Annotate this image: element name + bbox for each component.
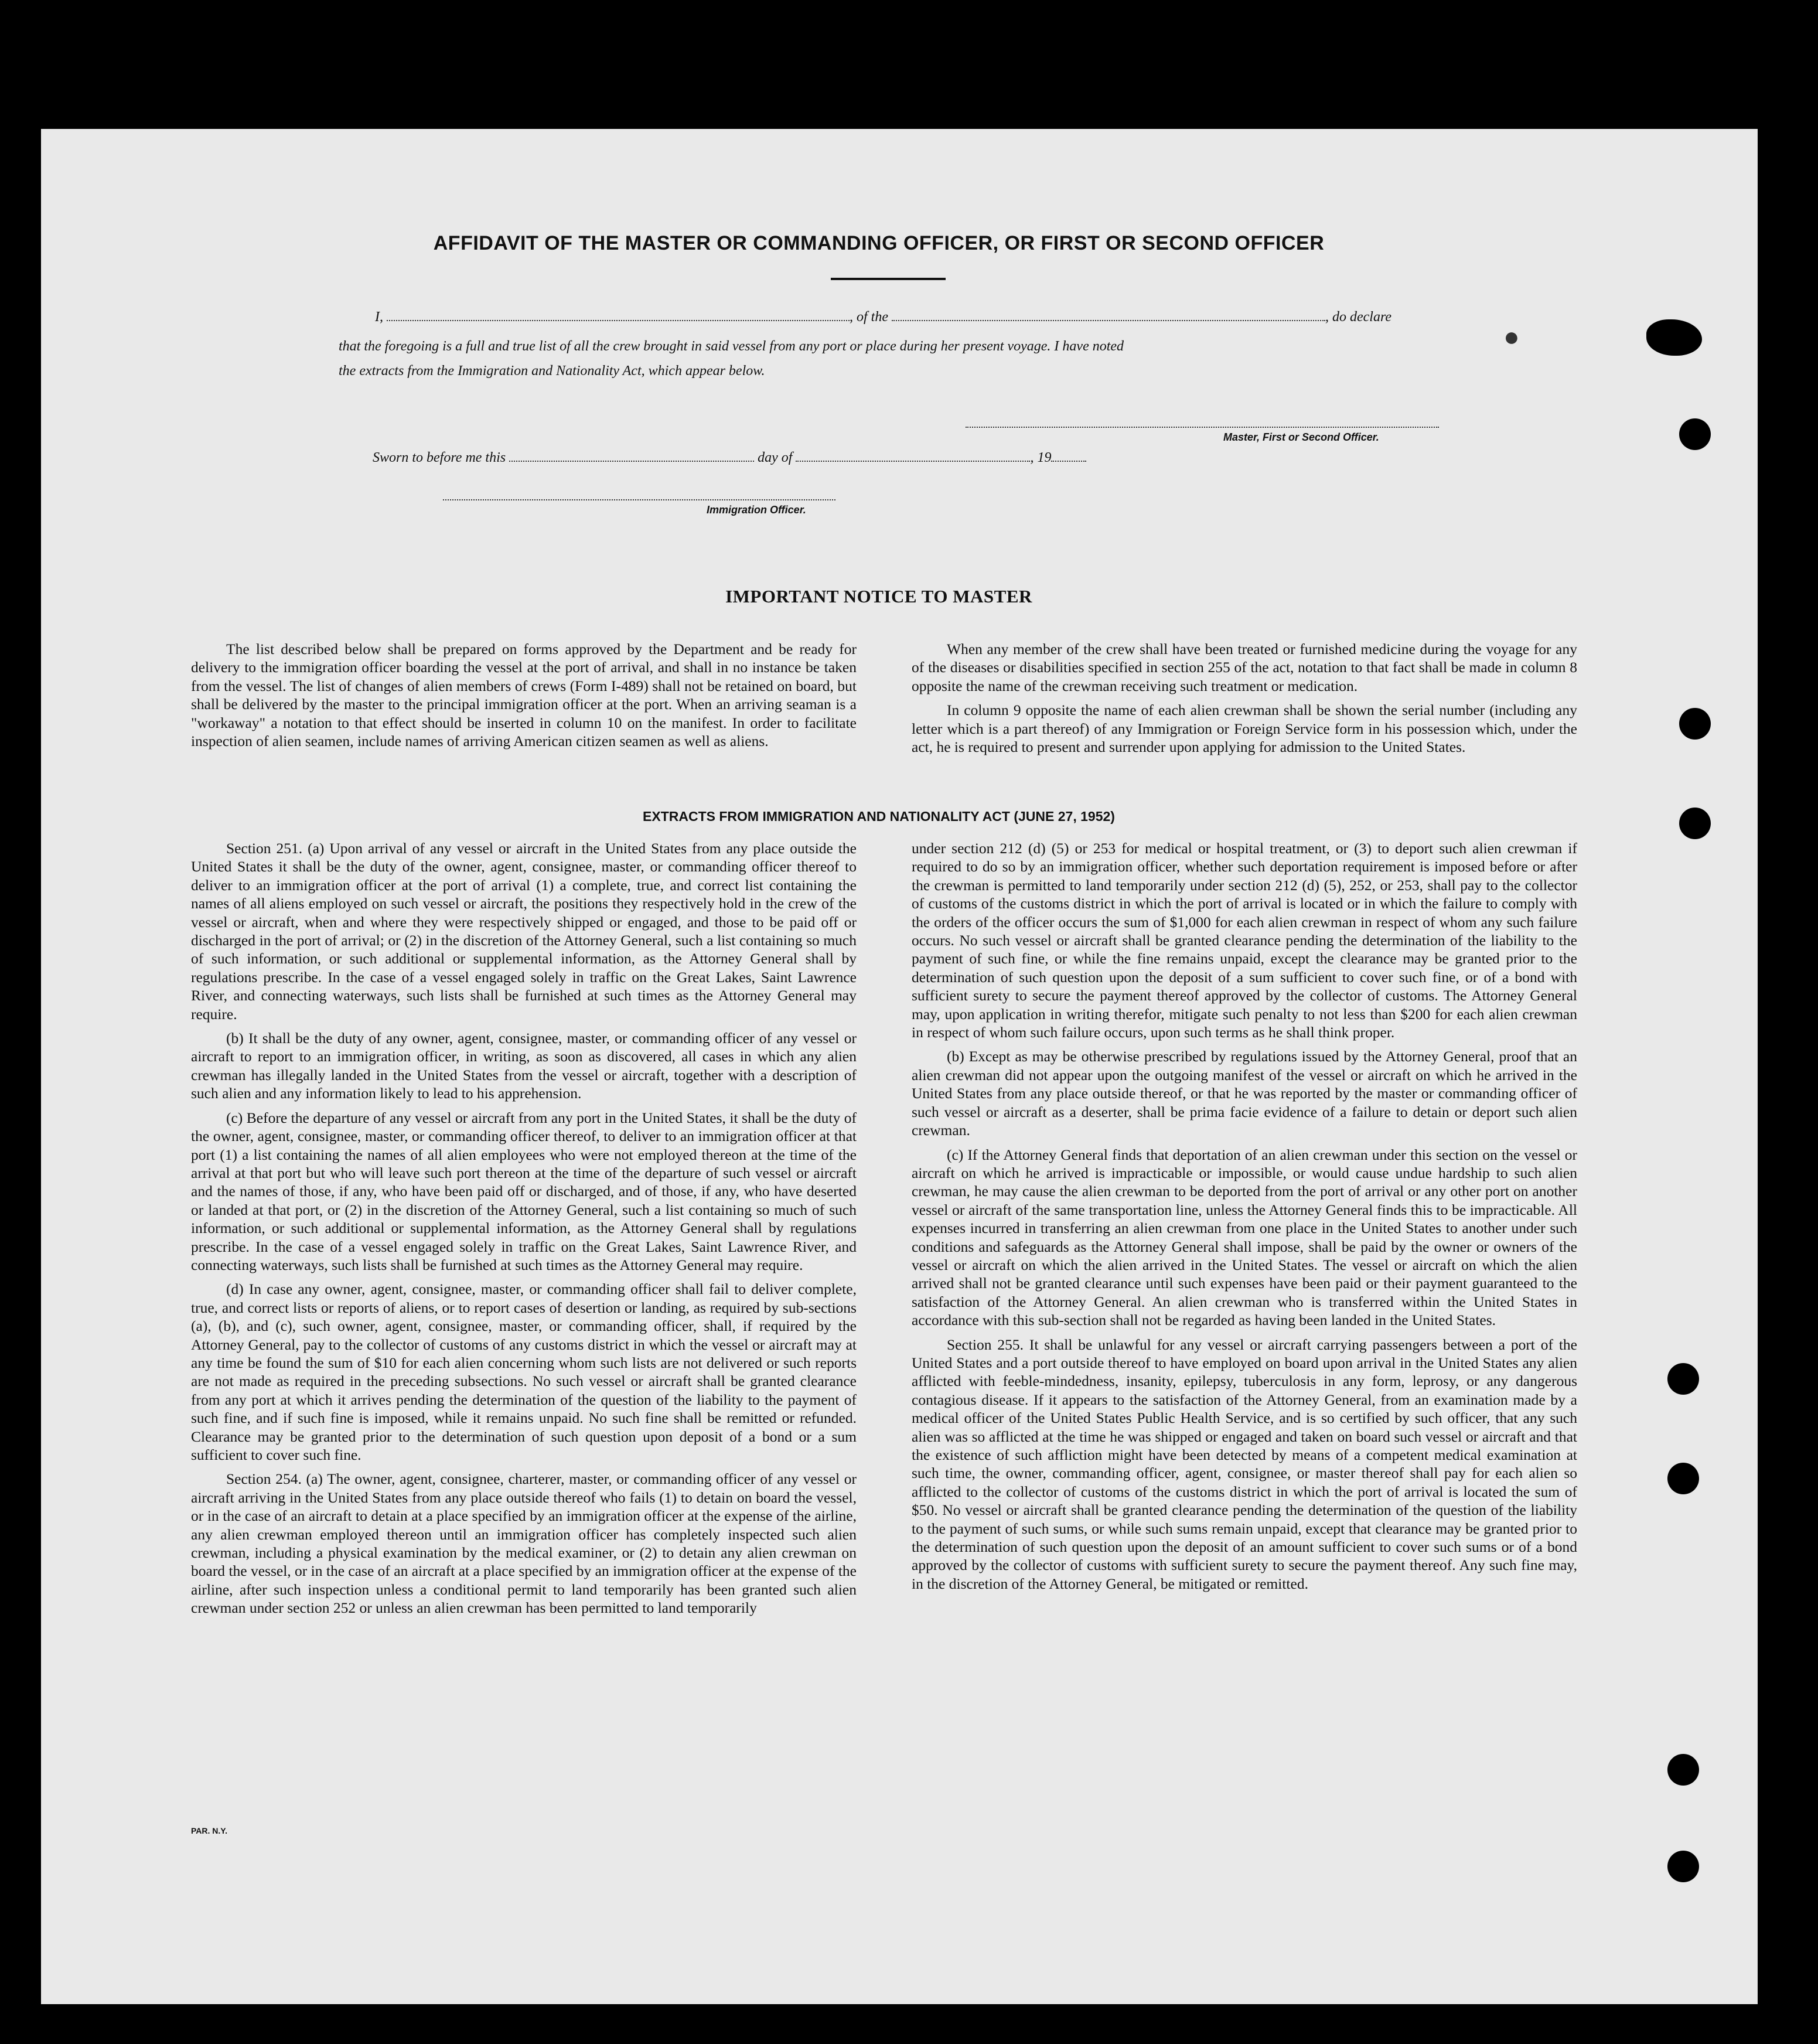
- declaration-line-3: the extracts from the Immigration and Nationality Act, which appear below.: [339, 363, 765, 379]
- extracts-right-column: [912, 839, 1577, 1599]
- declaration-of-the: , of the: [850, 309, 888, 325]
- name-blank: [387, 316, 850, 321]
- punch-hole: [1667, 1363, 1699, 1395]
- section-254-a-continued: under section 212 (d) (5) or 253 for medical or hospital treatment, or (3) to deport such alien crewman if required to do so by an immigration officer, whether such deportation requirement is imposed before or after the crewman is permitted to land temporarily under section 212 (d) (5), 252, or 253, shall pay to the collector of customs of the customs district in which the port of arrival is located or in which the failure to comply with the orders of the officer occurs the sum of $1,000 for each alien crewman in respect of whom any such failure occurs. No such vessel or aircraft shall be granted clearance pending the determination of the liability to the payment of such fine, or while the fine remains unpaid, except the clearance may be granted prior to the determination of such question upon the deposit of a sum sufficient to cover such fine, or of a bond with sufficient surety to secure the payment thereof approved by the collector of customs. The Attorney General may, upon application in writing therefor, mitigate such penalty to not less than $200 for each alien crewman in respect of whom such failure occurs, upon such terms as he shall think proper.: [912, 840, 1577, 1041]
- declaration-do-declare: , do declare: [1325, 309, 1392, 325]
- sworn-day-blank: [509, 457, 754, 462]
- notice-left-paragraph: The list described below shall be prepared on forms approved by the Department and be ready for delivery to the immigration officer boarding the vessel at the port of arrival, and shall in no instance be taken from the vessel. The list of changes of alien members of crews (Form I-489) shall not be retained on board, but shall be delivered by the master to the principal immigration officer at the port. When an arriving seaman is a "workaway" a notation to that effect should be inserted in column 10 on the manifest. In order to facilitate inspection of alien seamen, include names of arriving American citizen seamen as well as aliens.: [191, 641, 857, 750]
- extracts-title: EXTRACTS FROM IMMIGRATION AND NATIONALITY ACT (JUNE 27, 1952): [643, 809, 1115, 824]
- notice-left-column: [191, 640, 857, 756]
- section-254-a: Section 254. (a) The owner, agent, consignee, charterer, master, or commanding officer of any vessel or aircraft arriving in the United States from any place outside thereof who fails (1) to detain on board the vessel, or in the case of an aircraft to detain at a place specified by an immigration officer at the expense of the airline, any alien crewman employed thereon until an immigration officer has completely inspected such alien crewman, including a physical examination by the medical examiner, or (2) to detain any alien crewman on board the vessel, or in the case of an aircraft at a place specified by an immigration officer at the expense of the airline, after such inspection unless a conditional permit to land temporarily has been granted such alien crewman under section 252 or unless an alien crewman has been permitted to land temporarily: [191, 1470, 857, 1617]
- sworn-year: , 19: [1030, 450, 1052, 465]
- printer-mark: PAR. N.Y.: [191, 1826, 227, 1835]
- section-254-b: (b) Except as may be otherwise prescribed by regulations issued by the Attorney General, proof that an alien crewman did not appear upon the outgoing manifest of the vessel or aircraft on which he arrived in the United States from any place outside thereof, or that he was reported by the master or commanding officer of such vessel or aircraft as a deserter, shall be prima facie evidence of a failure to detain or deport such alien crewman.: [912, 1048, 1577, 1139]
- master-signature-label: Master, First or Second Officer.: [1223, 431, 1379, 443]
- punch-hole: [1679, 708, 1711, 740]
- immigration-officer-line: [443, 499, 835, 500]
- punch-hole: [1667, 1754, 1699, 1786]
- punch-hole: [1667, 1851, 1699, 1882]
- punch-hole: [1679, 418, 1711, 450]
- sworn-prefix: Sworn to before me this: [373, 450, 506, 465]
- declaration-line-2: that the foregoing is a full and true list of all the crew brought in said vessel from any port or place during her present voyage. I have noted: [339, 339, 1124, 354]
- master-signature-line: [966, 427, 1439, 428]
- notice-right-paragraph: When any member of the crew shall have been treated or furnished medicine during the voyage for any of the diseases or disabilities specified in section 255 of the act, notation to that fact shall be made in column 8 opposite the name of the crewman receiving such treatment or medication.: [912, 641, 1577, 694]
- notice-right-paragraph: In column 9 opposite the name of each alien crewman shall be shown the serial number (including any letter which is a part thereof) of any Immigration or Foreign Service form in his possession which, under the act, he is required to present and surrender upon applying for admission to the United States.: [912, 701, 1577, 756]
- section-251-a: Section 251. (a) Upon arrival of any vessel or aircraft in the United States from any place outside the United States it shall be the duty of the owner, agent, consignee, master, or commanding officer thereof to deliver to an immigration officer at the port of arrival (1) a complete, true, and correct list containing the names of all aliens employed on such vessel or aircraft, the positions they respectively hold in the crew of the vessel or aircraft, when and where they were respectively shipped or engaged, and those to be paid off or discharged in the port of arrival; or (2) in the discretion of the Attorney General, such a list containing so much of such information, or such additional or supplemental information, as the Attorney General shall by regulations prescribe. In the case of a vessel engaged solely in traffic on the Great Lakes, Saint Lawrence River, and connecting waterways, such lists shall be furnished at such times as the Attorney General may require.: [191, 840, 857, 1023]
- section-251-c: (c) Before the departure of any vessel or aircraft from any port in the United States, it shall be the duty of the owner, agent, consignee, master, or commanding officer thereof, to deliver to an immigration officer at that port (1) a list containing the names of all alien employees who were not employed thereon at the time of the arrival at that port but who will leave such port thereon at the time of the departure of such vessel or aircraft and the names of those, if any, who have been paid off or discharged, and of those, if any, who have deserted or landed at that port, or (2) in the discretion of the Attorney General, such a list containing so much of such information, or such additional or supplemental information, as the Attorney General shall by regulations prescribe. In the case of a vessel engaged solely in traffic on the Great Lakes, Saint Lawrence River, and connecting waterways, such lists shall be furnished at such times as the Attorney General may require.: [191, 1109, 857, 1273]
- section-255: Section 255. It shall be unlawful for any vessel or aircraft carrying passengers between a port of the United States and a port outside thereof to have employed on board upon arrival in the United States any alien afflicted with feeble-mindedness, insanity, epilepsy, tuberculosis in any form, leprosy, or any dangerous contagious disease. If it appears to the satisfaction of the Attorney General, from an examination made by a medical officer of the United States Public Health Service, and is so certified by such officer, that any such alien was so afflicted at the time he was shipped or engaged and taken on board such vessel or aircraft and that the existence of such affliction might have been detected by means of a competent medical examination at such time, the owner, commanding officer, agent, consignee, or master thereof shall pay for each alien so afflicted to the collector of customs of the customs district in which the port of arrival is located the sum of $50. No vessel or aircraft shall be granted clearance pending the determination of the question of the liability to the payment of such sums, or while such sums remain unpaid, except that clearance may be granted prior to the determination of such question upon the deposit of an amount sufficient to cover such sums or of a bond approved by the collector of customs with sufficient surety to secure the payment thereof. Any such fine may, in the discretion of the Attorney General, be mitigated or remitted.: [912, 1336, 1577, 1592]
- notice-title: IMPORTANT NOTICE TO MASTER: [725, 586, 1032, 607]
- sworn-year-blank: [1051, 457, 1086, 462]
- sworn-day-of: day of: [758, 450, 793, 465]
- notice-right-column: [912, 640, 1577, 762]
- sworn-month-blank: [796, 457, 1030, 462]
- extracts-left-column: [191, 839, 857, 1623]
- vessel-blank: [892, 316, 1325, 321]
- sworn-line: [373, 450, 1193, 466]
- section-254-c: (c) If the Attorney General finds that deportation of an alien crewman under this section on the vessel or aircraft on which he arrived is impracticable or impossible, or would cause undue hardship to such alien crewman, he may cause the alien crewman to be deported from the port of arrival or any other port on another vessel or aircraft of the same transportation line, unless the Attorney General finds this to be impracticable. All expenses incurred in transferring an alien crewman from one place in the United States to another under such conditions and safeguards as the Attorney General shall impose, shall be paid by the owner or owners of the vessel or aircraft on which the alien arrived in the United States. The vessel or aircraft on which the alien arrived shall not be granted clearance until such expenses have been paid or their payment guaranteed to the satisfaction of the Attorney General. An alien crewman who is transferred within the United States in accordance with this sub-section shall not be regarded as having been landed in the United States.: [912, 1146, 1577, 1329]
- punch-hole: [1679, 808, 1711, 839]
- affidavit-title: AFFIDAVIT OF THE MASTER OR COMMANDING OFFICER, OR FIRST OR SECOND OFFICER: [433, 232, 1325, 254]
- immigration-officer-label: Immigration Officer.: [707, 504, 806, 516]
- title-underline: [831, 278, 946, 280]
- declaration-i: I,: [375, 309, 383, 325]
- section-251-d: (d) In case any owner, agent, consignee, master, or commanding officer shall fail to deliver complete, true, and correct lists or reports of aliens, or to report cases of desertion or landing, as required by sub-sections (a), (b), and (c), such owner, agent, consignee, master, or commanding officer, shall, if required by the Attorney General, pay to the collector of customs of any customs district in which the vessel or aircraft may at any time be found the sum of $10 for each alien concerning whom such lists are not delivered or such reports are not made as required in the preceding subsections. No such vessel or aircraft shall be granted clearance from any port at which it arrives pending the determination of the question of the liability to the payment of such fine, and if such fine is imposed, while it remains unpaid. No such fine shall be remitted or refunded. Clearance may be granted prior to the determination of such question upon deposit of a bond or a sum sufficient to cover such fine.: [191, 1280, 857, 1463]
- ink-mark: ●: [1503, 322, 1520, 352]
- punch-hole: [1667, 1463, 1699, 1494]
- declaration-line-1: [375, 309, 1441, 325]
- section-251-b: (b) It shall be the duty of any owner, agent, consignee, master, or commanding officer of any vessel or aircraft to report to an immigration officer, in writing, as soon as discovered, all cases in which any alien crewman has illegally landed in the United States from the vessel or aircraft, together with a description of such alien and any information likely to lead to his apprehension.: [191, 1030, 857, 1102]
